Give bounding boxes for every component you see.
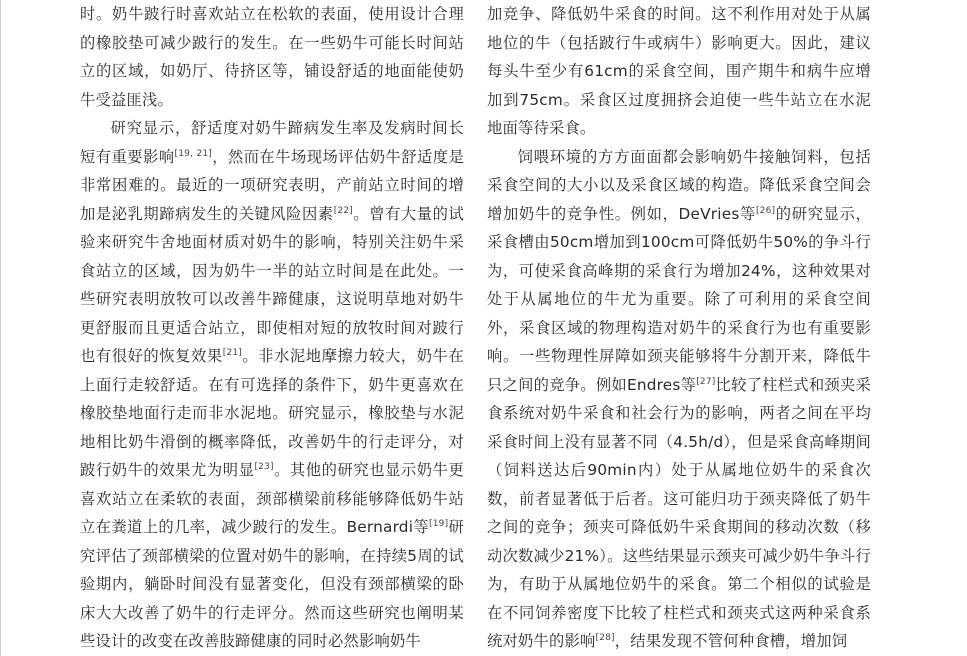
citation: [19, 21] bbox=[174, 148, 213, 159]
citation: [21] bbox=[222, 347, 242, 358]
left-paragraph-1: 时。奶牛跛行时喜欢站立在松软的表面，使用设计合理的橡胶垫可减少跛行的发生。在一些奶牛可能长时间站立的区域，如奶厅、待挤区等，铺设舒适的地面能使奶牛受益匪浅。 bbox=[80, 5, 464, 109]
left-paragraph-2 bbox=[80, 114, 464, 656]
right-paragraph-1: 加竞争、降低奶牛采食的时间。这不利作用对处于从属地位的牛（包括跛行牛或病牛）影响更大。因此，建议每头牛至少有61cm的采食空间，围产期牛和病牛应增加到75cm。采食区过度拥挤会迫使一些牛站立在水泥地面等待采食。 bbox=[487, 5, 871, 137]
text-segment: ，然而在牛场现场评估奶牛舒适度是非常困难的。最近的一项研究表明，产前站立时间的增加是泌乳期蹄病发生的关键风险因素 bbox=[80, 147, 465, 223]
text-segment: 。其他的研究也显示奶牛更喜欢站立在柔软的表面，颈部横梁前移能够降低奶牛站立在粪道上的几率，减少跛行的发生。Bernardi等 bbox=[80, 461, 465, 536]
citation: [23] bbox=[254, 461, 274, 472]
citation: [19] bbox=[429, 518, 449, 529]
text-segment: 研究显示，舒适度对奶牛蹄病发生率及发病时间长短有重要影响 bbox=[80, 119, 464, 166]
citation: [28] bbox=[595, 632, 615, 643]
text-segment: 饲喂环境的方方面面都会影响奶牛接触饲料，包括采食空间的大小以及采食区域的构造。降低采食空间会增加奶牛的竞争性。例如，DeVries等 bbox=[487, 147, 871, 223]
page-edge bbox=[0, 0, 1, 656]
right-paragraph-2 bbox=[487, 143, 871, 656]
citation: [27] bbox=[696, 376, 716, 387]
text-segment: 研究评估了颈部横梁的位置对奶牛的影响，在持续5周的试验期内，躺卧时间没有显著变化，但没有颈部横梁的卧床大大改善了奶牛的行走评分。然而这些研究也阐明某些设计的改变在改善肢蹄健康的同时必然影响奶牛 bbox=[80, 518, 464, 650]
text-segment: ，结果发现不管何种食槽，增加饲 bbox=[614, 632, 848, 650]
citation: [22] bbox=[333, 205, 353, 216]
text-segment: 。非水泥地摩擦力较大，奶牛在上面行走较舒适。在有可选择的条件下，奶牛更喜欢在橡胶垫地面行走而非水泥地。研究显示，橡胶垫与水泥地相比奶牛滑倒的概率降低，改善奶牛的行走评分，对跛行奶牛的效果尤为明显 bbox=[80, 347, 464, 479]
citation: [26] bbox=[755, 205, 776, 216]
text-segment: 的研究显示，采食槽由50cm增加到100cm可降低奶牛50%的争斗行为，可使采食高峰期的采食行为增加24%，这种效果对处于从属地位的牛尤为重要。除了可利用的采食空间外，采食区域的物理构造对奶牛的采食行为也有重要影响。一些物理性屏障如颈夹能够将牛分割开来，降低牛只之间的竞争。例如Endres等 bbox=[487, 204, 872, 394]
text-segment: 。曾有大量的试验来研究牛舍地面材质对奶牛的影响，特别关注奶牛采食站立的区域，因为奶牛一半的站立时间是在此处。一些研究表明放牧可以改善牛蹄健康，这说明草地对奶牛更舒服而且更适合站立，即使相对短的放牧时间对跛行也有很好的恢复效果 bbox=[80, 204, 464, 365]
right-column bbox=[487, 0, 871, 656]
text-segment: 比较了柱栏式和颈夹采食系统对奶牛采食和社会行为的影响，两者之间在平均采食时间上没有显著不同（4.5h/d），但是采食高峰期间（饲料送达后90min内）处于从属地位奶牛的采食次数，前者显著低于后者。这可能归功于颈夹降低了奶牛之间的竞争；颈夹可降低奶牛采食期间的移动次数（移动次数减少21%）。这些结果显示颈夹可减少奶牛争斗行为，有助于从属地位奶牛的采食。第二个相似的试验是在不同饲养密度下比较了柱栏式和颈夹式这两种采食系统对奶牛的影响 bbox=[487, 375, 871, 650]
left-column bbox=[80, 0, 464, 656]
